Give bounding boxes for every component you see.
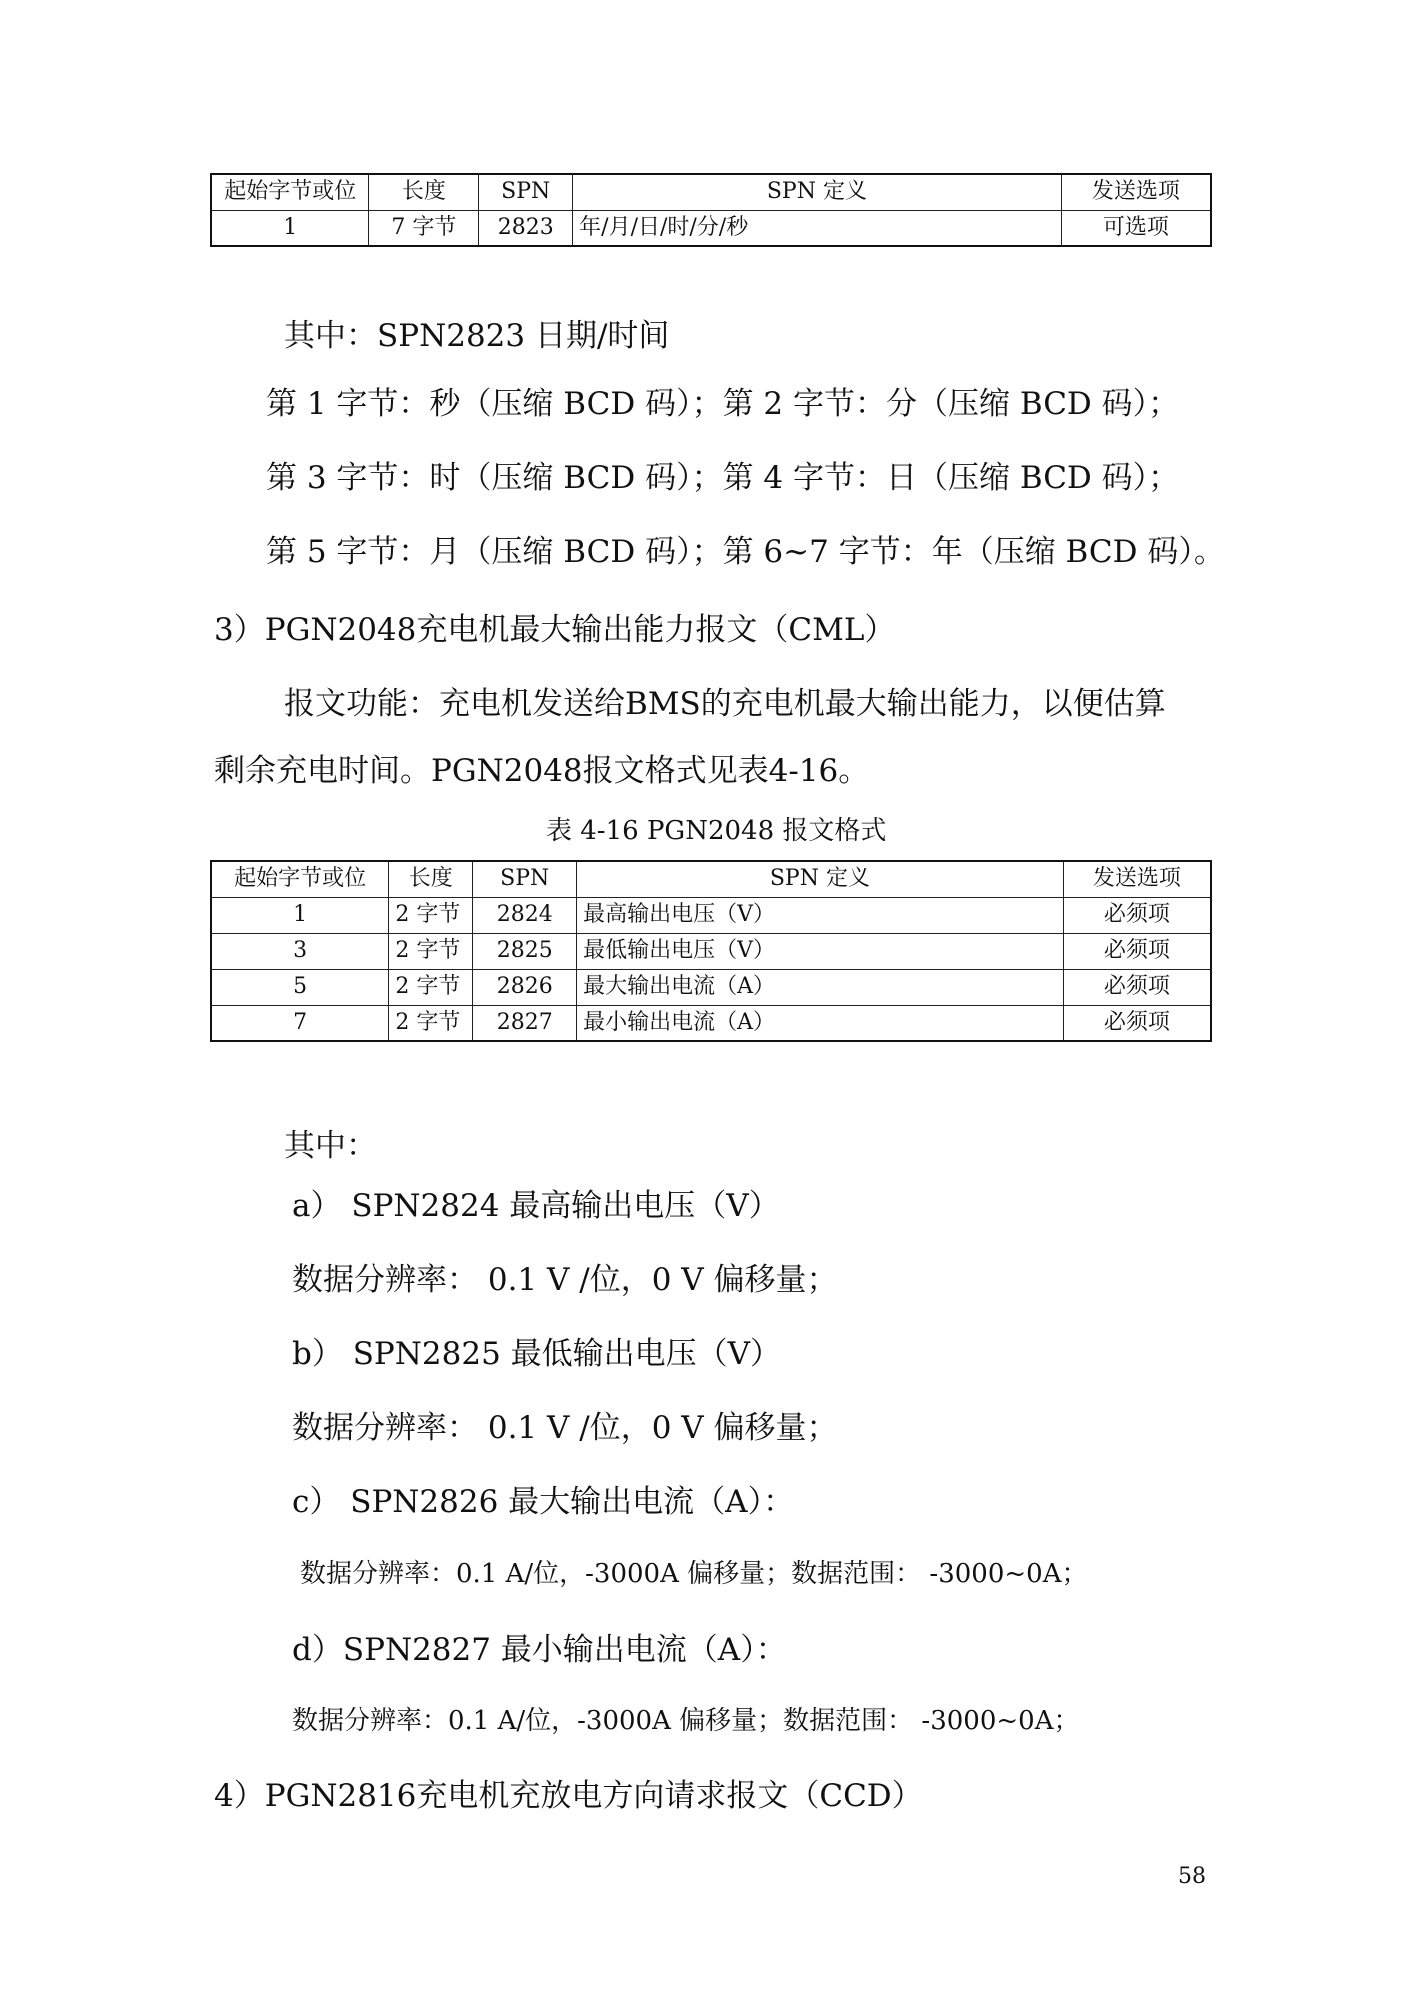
cell-start-byte: 1 <box>211 897 389 933</box>
byte-3-4-desc: 第 3 字节：时（压缩 BCD 码）；第 4 字节：日（压缩 BCD 码）； <box>266 460 1180 496</box>
cell-spn: 2826 <box>473 969 577 1005</box>
cell-spn: 2824 <box>473 897 577 933</box>
header-spn: SPN <box>473 861 577 897</box>
byte-1-2-desc: 第 1 字节：秒（压缩 BCD 码）；第 2 字节：分（压缩 BCD 码）； <box>266 386 1180 422</box>
header-spn-definition: SPN 定义 <box>577 861 1064 897</box>
item-d-resolution: 数据分辨率：0.1 A/位，-3000A 偏移量；数据范围： -3000~0A； <box>292 1706 1080 1736</box>
cell-spn-definition: 最高输出电压（V） <box>577 897 1064 933</box>
item-c-resolution: 数据分辨率：0.1 A/位，-3000A 偏移量；数据范围： -3000~0A； <box>300 1559 1088 1589</box>
item-b-heading: b） SPN2825 最低输出电压（V） <box>292 1336 782 1372</box>
page-number: 58 <box>1178 1864 1206 1889</box>
table-caption: 表 4-16 PGN2048 报文格式 <box>546 816 887 846</box>
section-heading-ccd: 4）PGN2816充电机充放电方向请求报文（CCD） <box>214 1778 923 1814</box>
spn2823-intro: 其中：SPN2823 日期/时间 <box>284 318 670 354</box>
header-send-option: 发送选项 <box>1063 861 1211 897</box>
section-heading-cml: 3）PGN2048充电机最大输出能力报文（CML） <box>214 612 896 648</box>
cell-spn-definition: 最小输出电流（A） <box>577 1005 1064 1041</box>
cell-start-byte: 7 <box>211 1005 389 1041</box>
cell-spn: 2827 <box>473 1005 577 1041</box>
cell-spn-definition: 年/月/日/时/分/秒 <box>573 210 1062 246</box>
cell-length: 2 字节 <box>389 933 473 969</box>
header-send-option: 发送选项 <box>1061 174 1211 210</box>
cell-send-option: 必须项 <box>1063 933 1211 969</box>
header-length: 长度 <box>389 861 473 897</box>
item-a-heading: a） SPN2824 最高输出电压（V） <box>292 1188 780 1224</box>
cell-start-byte: 1 <box>211 210 369 246</box>
cell-spn: 2823 <box>479 210 573 246</box>
table-row <box>211 897 1211 933</box>
item-b-resolution: 数据分辨率： 0.1 V /位，0 V 偏移量； <box>292 1410 838 1446</box>
header-start-byte: 起始字节或位 <box>211 174 369 210</box>
cell-send-option: 可选项 <box>1061 210 1211 246</box>
cell-length: 2 字节 <box>389 897 473 933</box>
byte-5-7-desc: 第 5 字节：月（压缩 BCD 码）；第 6~7 字节：年（压缩 BCD 码）。 <box>266 534 1225 570</box>
item-a-resolution: 数据分辨率： 0.1 V /位，0 V 偏移量； <box>292 1262 838 1298</box>
cell-send-option: 必须项 <box>1063 1005 1211 1041</box>
table-header-row <box>211 174 1211 210</box>
header-length: 长度 <box>369 174 479 210</box>
table-row <box>211 969 1211 1005</box>
cell-spn: 2825 <box>473 933 577 969</box>
header-start-byte: 起始字节或位 <box>211 861 389 897</box>
cell-start-byte: 3 <box>211 933 389 969</box>
cml-function-line-1: 报文功能：充电机发送给BMS的充电机最大输出能力，以便估算 <box>284 686 1166 722</box>
pgn2048-format-table <box>210 860 1212 1042</box>
date-time-table <box>210 173 1212 247</box>
table-header-row <box>211 861 1211 897</box>
cell-length: 7 字节 <box>369 210 479 246</box>
table-row <box>211 933 1211 969</box>
item-c-heading: c） SPN2826 最大输出电流（A）： <box>292 1484 795 1520</box>
cell-length: 2 字节 <box>389 969 473 1005</box>
item-d-heading: d）SPN2827 最小输出电流（A）： <box>292 1632 787 1668</box>
table-row <box>211 210 1211 246</box>
header-spn-definition: SPN 定义 <box>573 174 1062 210</box>
where-label: 其中： <box>284 1128 377 1164</box>
cell-start-byte: 5 <box>211 969 389 1005</box>
cell-send-option: 必须项 <box>1063 969 1211 1005</box>
cell-length: 2 字节 <box>389 1005 473 1041</box>
cell-spn-definition: 最低输出电压（V） <box>577 933 1064 969</box>
table-row <box>211 1005 1211 1041</box>
header-spn: SPN <box>479 174 573 210</box>
cell-spn-definition: 最大输出电流（A） <box>577 969 1064 1005</box>
cml-function-line-2: 剩余充电时间。PGN2048报文格式见表4-16。 <box>214 753 870 789</box>
cell-send-option: 必须项 <box>1063 897 1211 933</box>
